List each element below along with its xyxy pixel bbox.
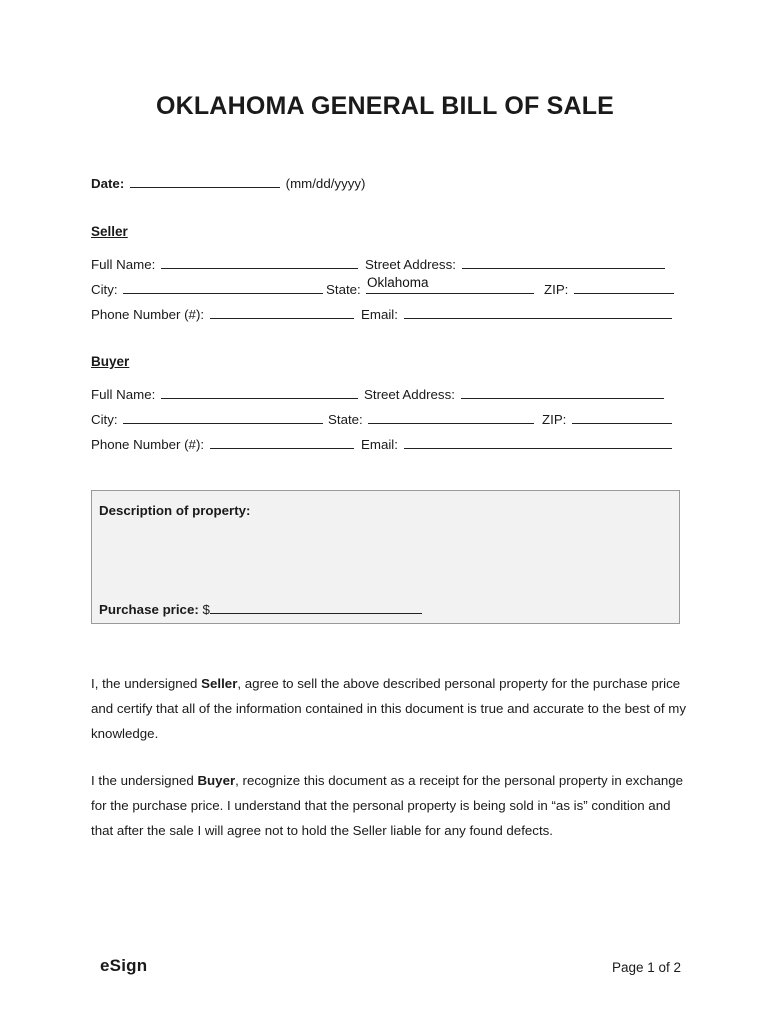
property-description-field[interactable] [99,521,669,591]
buyer-city-field[interactable] [123,411,323,424]
seller-zip-row [544,281,676,298]
seller-email-row [361,306,674,323]
buyer-statement-rest: , recognize this document as a receipt for the personal property in exchange for the purchase price. I understand that the personal property is being sold in “as is” condition and that after the sale I will agree not to hold the Seller liable for any found defects. [91,773,684,838]
property-description-label: Description of property: [99,503,251,518]
purchase-price-row [99,601,424,618]
buyer-phone-field[interactable] [210,436,354,449]
seller-full-name-field[interactable] [161,256,358,269]
seller-statement-rest: , agree to sell the above described personal property for the purchase price and certify that all of the information contained in this document is true and accurate to the best of my knowledge. [91,676,686,741]
buyer-full-name-field[interactable] [161,386,358,399]
buyer-phone-label: Phone Number (#): [91,437,205,452]
seller-state-label: State: [326,282,361,297]
seller-full-name-label: Full Name: [91,257,156,272]
seller-heading: Seller [91,224,128,239]
seller-email-field[interactable] [404,306,672,319]
buyer-state-field[interactable] [368,411,534,424]
date-label: Date: [91,176,125,191]
buyer-statement [91,768,691,843]
buyer-city-label: City: [91,412,118,427]
seller-phone-label: Phone Number (#): [91,307,205,322]
seller-statement-role: Seller [201,676,238,691]
buyer-statement-role: Buyer [197,773,236,788]
buyer-state-row [328,411,536,428]
date-format-hint: (mm/dd/yyyy) [285,176,366,191]
purchase-price-field[interactable] [210,601,422,614]
buyer-street-address-label: Street Address: [364,387,455,402]
seller-street-address-field[interactable] [462,256,665,269]
date-row [91,175,365,192]
buyer-city-row [91,411,325,428]
document-title: OKLAHOMA GENERAL BILL OF SALE [155,92,615,120]
buyer-heading: Buyer [91,354,130,369]
buyer-zip-row [542,411,674,428]
seller-city-row [91,281,325,298]
buyer-full-name-row [91,386,360,403]
seller-phone-row [91,306,356,323]
buyer-state-label: State: [328,412,363,427]
seller-city-field[interactable] [123,281,323,294]
seller-phone-field[interactable] [210,306,354,319]
seller-statement [91,671,691,746]
buyer-zip-label: ZIP: [542,412,567,427]
currency-symbol: $ [202,602,210,617]
date-field[interactable] [130,175,280,188]
buyer-statement-prefix: I the undersigned [91,773,198,788]
buyer-street-address-row [364,386,666,403]
seller-street-address-row [365,256,667,273]
seller-email-label: Email: [361,307,398,322]
buyer-street-address-field[interactable] [461,386,664,399]
buyer-email-field[interactable] [404,436,672,449]
purchase-price-label: Purchase price: [99,602,199,617]
seller-city-label: City: [91,282,118,297]
seller-zip-field[interactable] [574,281,674,294]
seller-zip-label: ZIP: [544,282,569,297]
seller-statement-prefix: I, the undersigned [91,676,202,691]
buyer-email-label: Email: [361,437,398,452]
buyer-full-name-label: Full Name: [91,387,156,402]
seller-state-value[interactable]: Oklahoma [367,275,429,290]
page-indicator: Page 1 of 2 [611,960,681,975]
seller-state-row [326,281,536,298]
seller-street-address-label: Street Address: [365,257,456,272]
seller-full-name-row [91,256,360,273]
buyer-email-row [361,436,674,453]
buyer-zip-field[interactable] [572,411,672,424]
esign-logo: eSign [100,956,148,975]
buyer-phone-row [91,436,356,453]
